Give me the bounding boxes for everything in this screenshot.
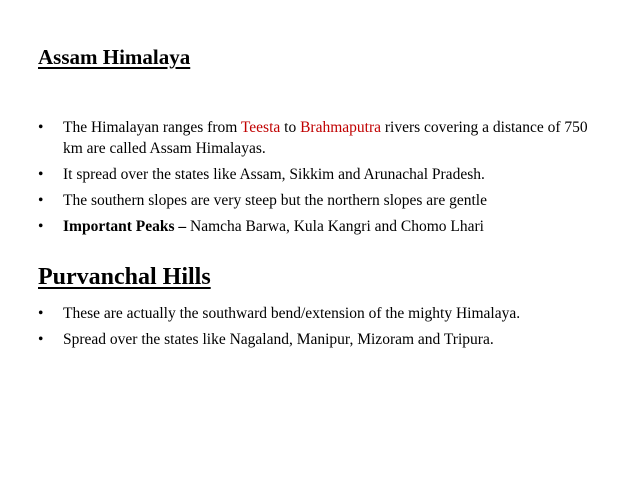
heading-assam-himalaya: Assam Himalaya [38, 45, 191, 69]
item-text: Spread over the states like Nagaland, Manipur, Mizoram and Tripura. [63, 331, 494, 348]
bullet-icon: • [38, 119, 44, 136]
bullet-icon: • [38, 331, 44, 348]
purvanchal-hills-bullet-list [38, 303, 628, 355]
bullet-icon: • [38, 218, 44, 235]
bullet-icon: • [38, 166, 44, 183]
bullet-icon: • [38, 305, 44, 322]
list-item [38, 329, 628, 350]
river-teesta: Teesta [240, 119, 281, 136]
item-text: to [280, 119, 301, 136]
item-text: rivers covering a distance of 750 km are called Assam Himalayas. [63, 119, 588, 157]
list-item [38, 190, 598, 211]
important-peaks-label: Important Peaks – [63, 218, 187, 235]
item-text: The southern slopes are very steep but the northern slopes are gentle [63, 192, 487, 209]
item-text: Namcha Barwa, Kula Kangri and Chomo Lhari [186, 218, 484, 235]
river-brahmaputra: Brahmaputra [300, 119, 382, 136]
list-item [38, 164, 598, 185]
bullet-icon: • [38, 192, 44, 209]
list-item [38, 216, 598, 237]
item-text: It spread over the states like Assam, Sikkim and Arunachal Pradesh. [63, 166, 485, 183]
list-item [38, 117, 598, 159]
heading-purvanchal-hills: Purvanchal Hills [38, 264, 211, 290]
item-text: The Himalayan ranges from [63, 119, 241, 136]
item-text: These are actually the southward bend/extension of the mighty Himalaya. [63, 305, 521, 322]
list-item [38, 303, 628, 324]
assam-himalaya-bullet-list [38, 117, 598, 242]
